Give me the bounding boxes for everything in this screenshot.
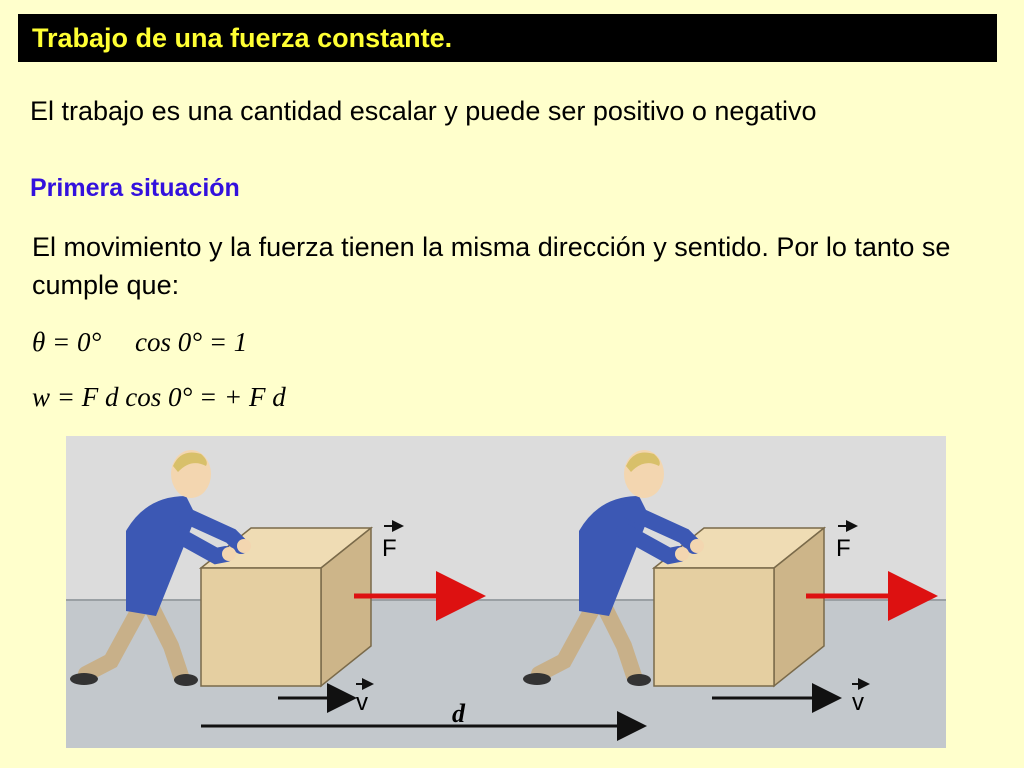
svg-text:F: F (382, 535, 397, 562)
statement-text: El trabajo es una cantidad escalar y puede ser positivo o negativo (30, 96, 817, 126)
slide-title-bar (18, 14, 997, 62)
svg-text:v: v (852, 689, 864, 716)
svg-text:F: F (836, 535, 851, 562)
displacement-label: d (452, 699, 465, 728)
section-subheading: Primera situación (30, 174, 240, 202)
slide-title: Trabajo de una fuerza constante. (32, 22, 453, 53)
explanation-paragraph: El movimiento y la fuerza tienen la misma dirección y sentido. Por lo tanto se cumple que: (32, 232, 951, 300)
push-box-illustration (66, 436, 946, 748)
svg-text:v: v (356, 689, 368, 716)
theta-equation: θ = 0° cos 0° = 1 (32, 327, 248, 357)
work-equation: w = F d cos 0° = + F d (32, 382, 286, 412)
